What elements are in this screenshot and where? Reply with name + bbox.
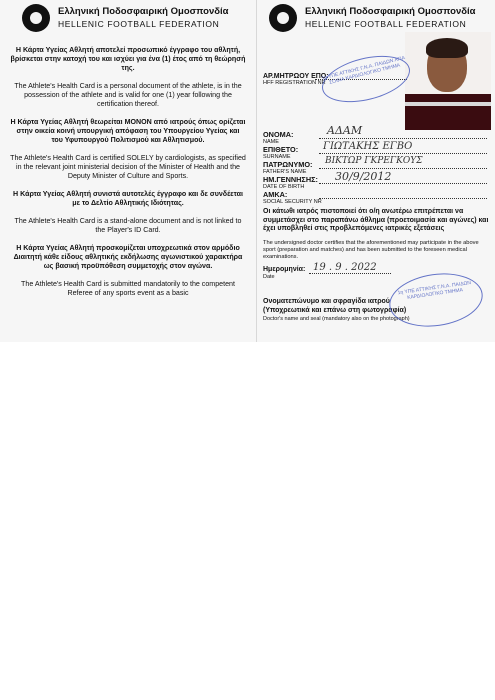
org-name-english: HELLENIC FOOTBALL FEDERATION [58, 19, 220, 29]
right-header [263, 0, 491, 36]
left-panel [0, 0, 256, 342]
athlete-photo [405, 32, 491, 130]
right-panel [257, 0, 495, 342]
validity-greek: Η Κάρτα Υγείας Αθλητή αποτελεί προσωπικό έγγραφο του αθλητή, βρίσκεται στην κατοχή του και ισχύει για ένα (1) έτος από τη θεώρησή της. [10, 46, 246, 72]
amka-label-en: SOCIAL SECURITY NR [263, 199, 322, 205]
surname-label: ΕΠΙΘΕΤΟ: [263, 145, 299, 154]
org-name-greek: Ελληνική Ποδοσφαιρική Ομοσπονδία [305, 6, 476, 17]
declaration-greek: Οι κάτωθι ιατρός πιστοποιεί ότι ο/η ανωτέρω επιτρέπεται να συμμετάσχει στο παραπάνω άθλημα (προετοιμασία και αγώνες) και έχει υποβληθεί στις προβλεπόμενες ιατρικές εξετάσεις [263, 208, 489, 232]
dob-label-en: DATE OF BIRTH [263, 184, 305, 190]
standalone-greek: Η Κάρτα Υγείας Αθλητή συνιστά αυτοτελές έγγραφο και δε συνδέεται με το Δελτίο Αθλητικής Ιδιότητας. [13, 190, 243, 207]
doctor-signature-label-en: Doctor's name and seal (mandatory also on the photograph) [263, 316, 410, 322]
doctor-signature-label: Ονοματεπώνυμο και σφραγίδα ιατρού (Υποχρεωτικά και επάνω στη φωτογραφία) [263, 298, 407, 314]
validity-english: The Athlete's Health Card is a personal document of the athlete, is in the possession of the athlete and is valid for one (1) year following the certification thereof. [14, 82, 242, 108]
father-name-value: ΒΙΚΤΩΡ ΓΚΡΕΓΚΟΥΣ [325, 156, 423, 166]
registration-label: ΑΡ.ΜΗΤΡΩΟΥ ΕΠΟ: [263, 73, 329, 80]
registration-label-en: HFF REGISTRATION NR [263, 80, 326, 86]
exam-date-label-en: Date [263, 274, 275, 280]
exam-date-label: Ημερομηνία: [263, 266, 306, 273]
certification-greek: Η Κάρτα Υγείας Αθλητή θεωρείται ΜΟΝΟΝ από ιατρούς όπως ορίζεται στην οικεία κοινή υπουργική απόφαση του Υπουργείου Υγείας και του Υφυπουργού Πολιτισμού και Αθλητισμού. [10, 118, 246, 144]
standalone-english: The Athlete's Health Card is a stand-alone document and is not linked to the Player's ID Card. [14, 217, 242, 234]
health-card-sheet [0, 0, 495, 342]
surname-value: ΓΙΩΤΑΚΗΣ ΕΓΒΟ [323, 141, 413, 152]
hff-logo-icon [269, 4, 297, 32]
father-name-label: ΠΑΤΡΩΝΥΜΟ: [263, 160, 313, 169]
surname-label-en: SURNAME [263, 154, 291, 160]
exam-date-value: 19 . 9 . 2022 [313, 262, 377, 273]
dob-label: ΗΜ.ΓΕΝΝΗΣΗΣ: [263, 175, 318, 184]
amka-label: ΑΜΚΑ: [263, 190, 288, 199]
hff-logo-icon [22, 4, 50, 32]
org-name-greek: Ελληνική Ποδοσφαιρική Ομοσπονδία [58, 6, 229, 17]
referee-greek: Η Κάρτα Υγείας Αθλητή προσκομίζεται υποχρεωτικά στον αρμόδιο Διαιτητή κάθε είδους αθλητικής εκδήλωσης αγωνιστικού χαρακτήρα ως βασική προϋπόθεση συμμετοχής στον αγώνα. [13, 244, 243, 270]
father-name-label-en: FATHER'S NAME [263, 169, 307, 175]
certification-english: The Athlete's Health Card is certified SOLELY by cardiologists, as specified in the relevant joint ministerial decision of the Minister of Health and the Deputy Minister of Culture and Sports. [10, 154, 246, 180]
exam-date-field [309, 273, 391, 274]
referee-english: The Athlete's Health Card is submitted mandatorily to the competent Referee of any sports event as a basic [21, 280, 235, 297]
doctor-stamp-top: 1η ΥΠΕ ΑΤΤΙΚΗΣ Γ.Ν.Α. ΠΑΙΔΩΝ ΑΓΙΑ ΣΟΦΙΑ ΚΑΡΔΙΟΛΟΓΙΚΟ ΤΜΗΜΑ [317, 48, 414, 111]
dob-value: 30/9/2012 [335, 170, 392, 183]
org-name-english: HELLENIC FOOTBALL FEDERATION [305, 19, 467, 29]
declaration-english: The undersigned doctor certifies that the aforementioned may participate in the above sport (preparation and matches) and has been submitted to the foreseen medical examinations. [263, 240, 479, 260]
doctor-stamp-bottom: 1η ΥΠΕ ΑΤΤΙΚΗΣ Γ.Ν.Α. ΠΑΙΔΩΝ ΚΑΡΔΙΟΛΟΓΙΚΟ ΤΜΗΜΑ [386, 268, 486, 333]
name-label: ΟΝΟΜΑ: [263, 130, 294, 139]
name-label-en: NAME [263, 139, 279, 145]
left-header [10, 0, 246, 36]
name-value: ΑΔΑΜ [327, 124, 363, 137]
amka-field [263, 190, 489, 205]
